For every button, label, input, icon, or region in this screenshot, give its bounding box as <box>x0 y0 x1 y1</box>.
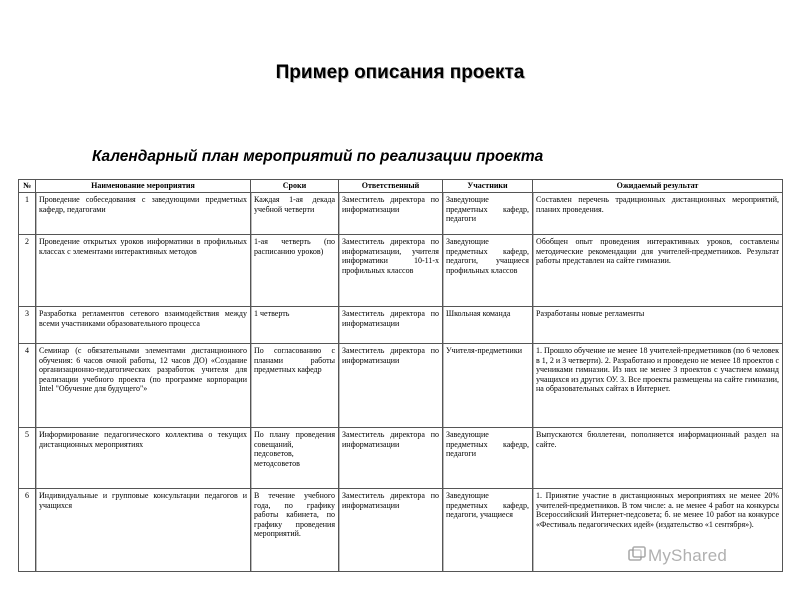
row-number: 2 <box>19 235 36 307</box>
row-result: Составлен перечень традиционных дистанционных мероприятий, планих проведения. <box>533 193 783 235</box>
row-participants: Школьная команда <box>443 307 533 344</box>
row-participants: Заведующие предметных кафедр, педагоги, учащиеся <box>443 489 533 572</box>
row-timing: 1 четверть <box>251 307 339 344</box>
row-number: 3 <box>19 307 36 344</box>
row-participants: Заведующие предметных кафедр, педагоги, учащиеся профильных классов <box>443 235 533 307</box>
row-event: Проведение открытых уроков информатики в профильных классах с элементами интерактивных методов <box>36 235 251 307</box>
row-number: 4 <box>19 344 36 428</box>
row-participants: Учителя-предметники <box>443 344 533 428</box>
row-number: 5 <box>19 428 36 489</box>
row-responsible: Заместитель директора по информатизации <box>339 428 443 489</box>
table-row <box>19 235 783 307</box>
page-subtitle: Календарный план мероприятий по реализации проекта <box>92 148 544 165</box>
row-responsible: Заместитель директора по информатизации <box>339 489 443 572</box>
row-result: Разработаны новые регламенты <box>533 307 783 344</box>
schedule-table <box>18 179 783 572</box>
row-event: Разработка регламентов сетевого взаимодействия между всеми участниками образовательного процесса <box>36 307 251 344</box>
header-participants: Участники <box>443 180 533 193</box>
row-participants: Заведующие предметных кафедр, педагоги <box>443 428 533 489</box>
row-result: Обобщен опыт проведения интерактивных уроков, составлены методические рекомендации для учителей-предметников. Результат работы представлен на сайте гимназии. <box>533 235 783 307</box>
row-timing: По согласованию с планами работы предметных кафедр <box>251 344 339 428</box>
watermark <box>628 546 727 569</box>
table-header-row <box>19 180 783 193</box>
row-responsible: Заместитель директора по информатизации <box>339 344 443 428</box>
row-participants: Заведующие предметных кафедр, педагоги <box>443 193 533 235</box>
row-number: 1 <box>19 193 36 235</box>
header-number: № <box>19 180 36 193</box>
row-responsible: Заместитель директора по информатизации <box>339 193 443 235</box>
table-row <box>19 193 783 235</box>
watermark-text: MyShared <box>648 546 728 565</box>
header-timing: Сроки <box>251 180 339 193</box>
row-timing: По плану проведения совещаний, педсоветов, методсоветов <box>251 428 339 489</box>
row-result: 1. Принятие участие в дистанционных мероприятиях не менее 20% учителей-предметников. В том числе: а. не менее 4 работ на конкурсы Всероссийский Интернет-педсовета; б. не менее 10 работ на конкурсе «Фестиваль педагогических идей» (издательство «1 сентября»). <box>533 489 783 572</box>
table-row <box>19 344 783 428</box>
row-result: 1. Прошло обучение не менее 18 учителей-предметников (по 6 человек в 1, 2 и 3 четверти). 2. Разработано и проведено не менее 18 проектов с учениками гимназии. Из них не менее 3 проектов с участием команд учащихся из других ОУ. 3. Все проекты размещены на сайте гимназии, на образовательных сайтах в Интернет. <box>533 344 783 428</box>
row-event: Семинар (с обязательными элементами дистанционного обучения: 6 часов очной работы, 12 часов ДО) «Создание организационно-педагогических разработок учителя для реализации учебного проекта (по программе корпорации Intel "Обучение для будущего"» <box>36 344 251 428</box>
row-responsible: Заместитель директора по информатизации, учителя информатики 10-11-х профильных классов <box>339 235 443 307</box>
row-timing: Каждая 1-ая декада учебной четверти <box>251 193 339 235</box>
row-result: Выпускаются бюллетени, пополняется информационный раздел на сайте. <box>533 428 783 489</box>
row-responsible: Заместитель директора по информатизации <box>339 307 443 344</box>
table-row <box>19 307 783 344</box>
table-row <box>19 428 783 489</box>
header-responsible: Ответственный <box>339 180 443 193</box>
page-title: Пример описания проекта <box>275 62 525 83</box>
slides-icon <box>628 546 646 569</box>
row-event: Проведение собеседования с заведующими предметных кафедр, педагогами <box>36 193 251 235</box>
row-timing: 1-ая четверть (по расписанию уроков) <box>251 235 339 307</box>
row-event: Индивидуальные и групповые консультации педагогов и учащихся <box>36 489 251 572</box>
row-timing: В течение учебного года, по графику работы кабинета, по графику проведения мероприятий. <box>251 489 339 572</box>
row-event: Информирование педагогического коллектива о текущих дистанционных мероприятиях <box>36 428 251 489</box>
row-number: 6 <box>19 489 36 572</box>
header-result: Ожидаемый результат <box>533 180 783 193</box>
header-event: Наименование мероприятия <box>36 180 251 193</box>
